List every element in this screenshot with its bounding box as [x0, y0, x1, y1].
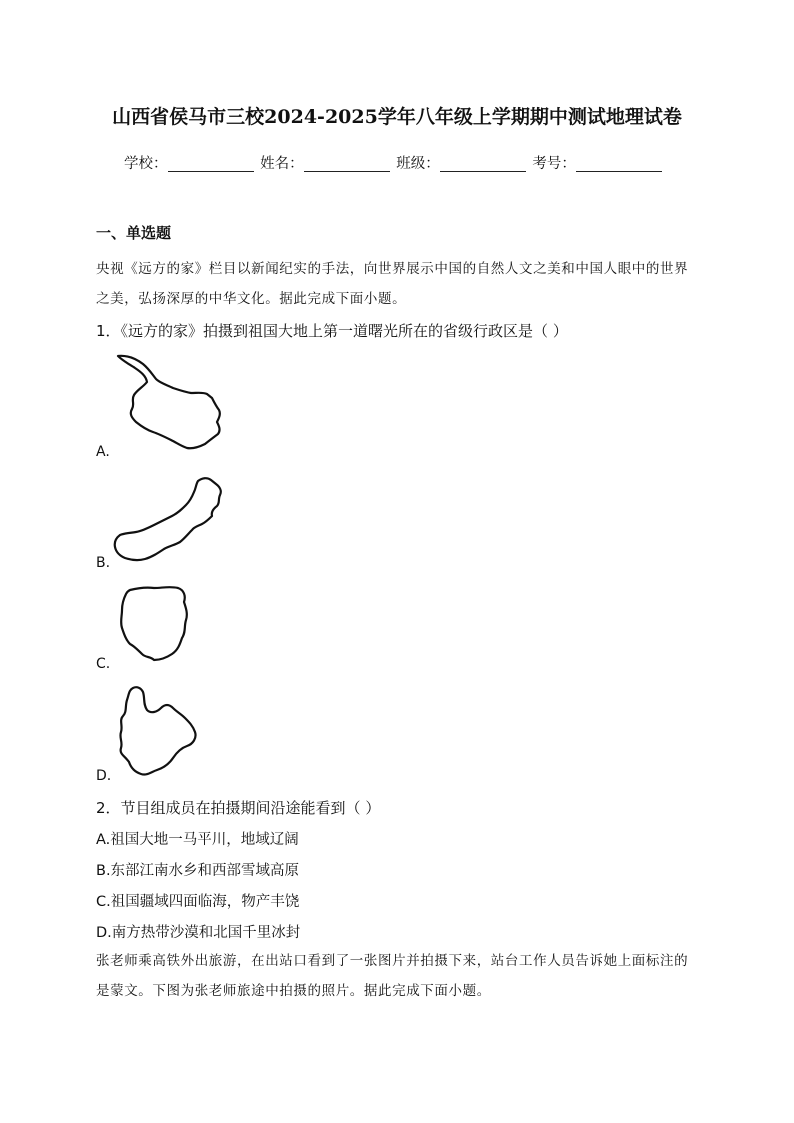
section-heading: 一、单选题	[96, 224, 172, 242]
name-label: 姓名：	[260, 156, 304, 172]
exam-title: 山西省侯马市三校2024-2025学年八年级上学期期中测试地理试卷	[112, 106, 682, 128]
school-blank[interactable]	[168, 155, 254, 172]
class-label: 班级：	[396, 156, 440, 172]
inner-mongolia-map-icon	[112, 475, 226, 565]
question-2: 2．节目组成员在拍摄期间沿途能看到（ ）	[96, 799, 381, 817]
q1-option-c-label[interactable]: C.	[96, 656, 111, 672]
q1-option-d-label[interactable]: D.	[96, 768, 112, 784]
q2-option-a[interactable]: A.祖国大地一马平川，地域辽阔	[96, 832, 299, 848]
class-blank[interactable]	[440, 155, 526, 172]
question-1: 1．《远方的家》拍摄到祖国大地上第一道曙光所在的省级行政区是（ ）	[96, 322, 568, 340]
q1-option-b-label[interactable]: B.	[96, 555, 111, 571]
q2-option-d[interactable]: D.南方热带沙漠和北国千里冰封	[96, 925, 301, 941]
number-label: 考号：	[532, 156, 576, 172]
q1-option-a-label[interactable]: A.	[96, 444, 110, 460]
hunan-map-icon	[116, 582, 196, 666]
number-blank[interactable]	[576, 155, 662, 172]
student-info-row	[124, 152, 684, 174]
reading-passage-1: 央视《远方的家》栏目以新闻纪实的手法，向世界展示中国的自然人文之美和中国人眼中的世界之美，弘扬深厚的中华文化。据此完成下面小题。	[96, 261, 689, 307]
reading-passage-2: 张老师乘高铁外出旅游，在出站口看到了一张图片并拍摄下来，站台工作人员告诉她上面标注的是蒙文。下图为张老师旅途中拍摄的照片。据此完成下面小题。	[96, 953, 689, 999]
name-blank[interactable]	[304, 155, 390, 172]
school-label: 学校：	[124, 156, 168, 172]
q2-option-b[interactable]: B.东部江南水乡和西部雪域高原	[96, 863, 300, 879]
yunnan-map-icon	[113, 684, 203, 779]
heilongjiang-map-icon	[115, 352, 227, 452]
q2-option-c[interactable]: C.祖国疆域四面临海，物产丰饶	[96, 894, 300, 910]
